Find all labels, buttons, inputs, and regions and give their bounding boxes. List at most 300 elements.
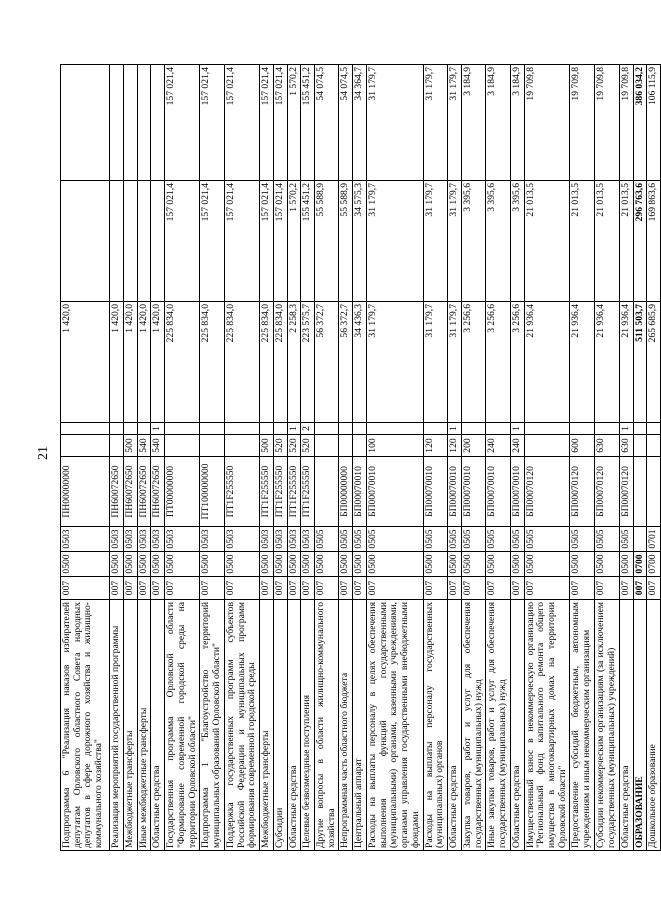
cell-amount-2021: 3 184,9 xyxy=(461,65,485,181)
table-row xyxy=(423,65,447,851)
cell-code xyxy=(224,423,259,435)
table-row xyxy=(366,65,423,851)
cell-amount-2020: 55 588,9 xyxy=(339,181,353,302)
cell-section: 0500 xyxy=(165,552,200,577)
cell-name: Областные средства xyxy=(151,600,165,851)
cell-amount-2020: 21 013,5 xyxy=(619,181,633,302)
cell-section: 0500 xyxy=(619,552,633,577)
cell-amount-2019: 31 179,7 xyxy=(423,302,447,423)
cell-admin: 007 xyxy=(353,577,367,600)
cell-section: 0500 xyxy=(287,552,301,577)
cell-amount-2021: 19 709,8 xyxy=(524,65,570,181)
cell-amount-2019: 223 575,7 xyxy=(301,302,315,423)
cell-amount-2020: 31 179,7 xyxy=(448,181,462,302)
cell-amount-2021: 31 179,7 xyxy=(448,65,462,181)
table-row xyxy=(165,65,200,851)
cell-section: 0500 xyxy=(124,552,138,577)
cell-amount-2019: 56 372,7 xyxy=(339,302,353,423)
cell-amount-2019: 34 436,3 xyxy=(353,302,367,423)
table-row xyxy=(273,65,287,851)
cell-name: Центральный аппарат xyxy=(353,600,367,851)
cell-amount-2020 xyxy=(61,181,110,302)
cell-amount-2020: 21 013,5 xyxy=(570,181,594,302)
cell-target: ПТ100000000 xyxy=(200,457,224,527)
table-row xyxy=(633,65,647,851)
cell-amount-2021: 386 034,2 xyxy=(633,65,647,181)
cell-target: БП00000000 xyxy=(339,457,353,527)
cell-amount-2019: 265 685,9 xyxy=(647,302,661,423)
cell-expense-type xyxy=(200,435,224,457)
cell-name: Областные средства xyxy=(287,600,301,851)
cell-name: Субсидии некоммерческим организациям (за исключением государственных (муниципальных) учреждений) xyxy=(594,600,619,851)
cell-amount-2021: 157 021,4 xyxy=(165,65,200,181)
cell-admin: 007 xyxy=(200,577,224,600)
cell-name: Имущественный взнос в некоммерческую организацию "Региональный фонд капитального ремонта общего имущества в многоквартирных домах на территории Орловской области" xyxy=(524,600,570,851)
cell-name: Предоставление субсидий бюджетным, автономным учреждениям и иным некоммерческим организациям xyxy=(570,600,594,851)
cell-admin: 007 xyxy=(273,577,287,600)
cell-name: ОБРАЗОВАНИЕ xyxy=(633,600,647,851)
cell-amount-2019: 21 936,4 xyxy=(524,302,570,423)
cell-amount-2021: 106 115,9 xyxy=(647,65,661,181)
cell-code: 1 xyxy=(287,423,301,435)
cell-amount-2021: 3 184,9 xyxy=(486,65,510,181)
cell-subsection: 0505 xyxy=(619,527,633,552)
budget-table xyxy=(60,64,661,851)
cell-admin: 007 xyxy=(619,577,633,600)
cell-amount-2020: 296 763,6 xyxy=(633,181,647,302)
cell-amount-2019: 1 420,0 xyxy=(137,302,151,423)
cell-amount-2021 xyxy=(110,65,124,181)
cell-expense-type: 120 xyxy=(448,435,462,457)
table-row xyxy=(594,65,619,851)
cell-admin: 007 xyxy=(287,577,301,600)
table-row xyxy=(110,65,124,851)
cell-section: 0500 xyxy=(510,552,524,577)
cell-code xyxy=(353,423,367,435)
cell-amount-2021: 54 074,5 xyxy=(339,65,353,181)
table-row xyxy=(524,65,570,851)
cell-section: 0700 xyxy=(633,552,647,577)
cell-amount-2021: 31 179,7 xyxy=(366,65,423,181)
cell-section: 0500 xyxy=(110,552,124,577)
cell-subsection: 0505 xyxy=(594,527,619,552)
cell-code xyxy=(486,423,510,435)
table-row xyxy=(301,65,315,851)
cell-subsection: 0503 xyxy=(224,527,259,552)
cell-expense-type xyxy=(165,435,200,457)
cell-name: Областные средства xyxy=(448,600,462,851)
cell-name: Другие вопросы в области жилищно-коммунального хозяйства xyxy=(315,600,339,851)
table-row xyxy=(461,65,485,851)
table-row xyxy=(287,65,301,851)
cell-code xyxy=(339,423,353,435)
cell-expense-type xyxy=(315,435,339,457)
cell-amount-2019: 21 936,4 xyxy=(619,302,633,423)
cell-amount-2019: 225 834,0 xyxy=(200,302,224,423)
cell-target: БП00070010 xyxy=(423,457,447,527)
cell-subsection: 0505 xyxy=(339,527,353,552)
cell-subsection xyxy=(633,527,647,552)
cell-target: ПТ1F255550 xyxy=(224,457,259,527)
cell-name: Межбюджетные трансферты xyxy=(260,600,274,851)
cell-amount-2019: 2 258,3 xyxy=(287,302,301,423)
cell-section: 0500 xyxy=(315,552,339,577)
cell-expense-type: 240 xyxy=(510,435,524,457)
table-row xyxy=(510,65,524,851)
cell-amount-2019: 3 256,6 xyxy=(486,302,510,423)
cell-subsection: 0503 xyxy=(61,527,110,552)
cell-target: БП00070120 xyxy=(570,457,594,527)
cell-admin: 007 xyxy=(510,577,524,600)
cell-code xyxy=(273,423,287,435)
cell-amount-2020: 3 395,6 xyxy=(486,181,510,302)
cell-admin: 007 xyxy=(61,577,110,600)
cell-amount-2020: 157 021,4 xyxy=(224,181,259,302)
cell-target: БП00070120 xyxy=(594,457,619,527)
cell-amount-2020: 157 021,4 xyxy=(273,181,287,302)
cell-amount-2019: 3 256,6 xyxy=(510,302,524,423)
table-body xyxy=(61,65,661,851)
cell-amount-2019: 1 420,0 xyxy=(151,302,165,423)
cell-section: 0500 xyxy=(339,552,353,577)
cell-subsection: 0505 xyxy=(366,527,423,552)
cell-amount-2021: 157 021,4 xyxy=(273,65,287,181)
cell-amount-2021: 31 179,7 xyxy=(423,65,447,181)
cell-amount-2019: 1 420,0 xyxy=(124,302,138,423)
cell-amount-2020: 21 013,5 xyxy=(594,181,619,302)
cell-name: Областные средства xyxy=(510,600,524,851)
cell-expense-type xyxy=(61,435,110,457)
cell-target xyxy=(633,457,647,527)
cell-amount-2020 xyxy=(151,181,165,302)
cell-amount-2019: 31 179,7 xyxy=(448,302,462,423)
cell-amount-2020: 155 451,2 xyxy=(301,181,315,302)
cell-amount-2020: 157 021,4 xyxy=(260,181,274,302)
cell-code xyxy=(524,423,570,435)
cell-target: ПТ1F255550 xyxy=(301,457,315,527)
cell-expense-type: 630 xyxy=(594,435,619,457)
cell-target xyxy=(315,457,339,527)
table-row xyxy=(61,65,110,851)
cell-section: 0500 xyxy=(486,552,510,577)
cell-expense-type xyxy=(524,435,570,457)
cell-admin: 007 xyxy=(366,577,423,600)
cell-expense-type: 630 xyxy=(619,435,633,457)
cell-code xyxy=(61,423,110,435)
cell-target: БП00070010 xyxy=(353,457,367,527)
cell-code: 1 xyxy=(510,423,524,435)
cell-code xyxy=(633,423,647,435)
cell-name: Иные закупки товаров, работ и услуг для обеспечения государственных (муниципальных) нужд xyxy=(486,600,510,851)
cell-expense-type: 520 xyxy=(301,435,315,457)
table-row xyxy=(619,65,633,851)
cell-amount-2020: 157 021,4 xyxy=(200,181,224,302)
cell-expense-type: 100 xyxy=(366,435,423,457)
cell-code xyxy=(461,423,485,435)
cell-admin: 007 xyxy=(165,577,200,600)
cell-amount-2020: 31 179,7 xyxy=(366,181,423,302)
cell-name: Иные межбюджетные трансферты xyxy=(137,600,151,851)
table-row xyxy=(315,65,339,851)
cell-code xyxy=(315,423,339,435)
cell-name: Непрограммная часть областного бюджета xyxy=(339,600,353,851)
cell-name: Дошкольное образование xyxy=(647,600,661,851)
cell-target: ПТ1F255550 xyxy=(260,457,274,527)
cell-expense-type: 600 xyxy=(570,435,594,457)
cell-amount-2021: 157 021,4 xyxy=(200,65,224,181)
cell-name: Областные средства xyxy=(619,600,633,851)
cell-code xyxy=(165,423,200,435)
cell-admin: 007 xyxy=(151,577,165,600)
cell-name: Закупка товаров, работ и услуг для обеспечения государственных (муниципальных) нужд xyxy=(461,600,485,851)
cell-section: 0500 xyxy=(301,552,315,577)
cell-admin: 007 xyxy=(110,577,124,600)
cell-subsection: 0503 xyxy=(200,527,224,552)
cell-name: Подпрограмма 1 "Благоустройство территорий муниципальных образований Орловской области" xyxy=(200,600,224,851)
table-row xyxy=(353,65,367,851)
cell-target: БП00070010 xyxy=(461,457,485,527)
cell-admin: 007 xyxy=(339,577,353,600)
cell-amount-2021 xyxy=(124,65,138,181)
cell-section: 0500 xyxy=(594,552,619,577)
cell-code xyxy=(110,423,124,435)
cell-expense-type: 200 xyxy=(461,435,485,457)
cell-expense-type xyxy=(633,435,647,457)
cell-name: Расходы на выплаты персоналу государственных (муниципальных) органов xyxy=(423,600,447,851)
cell-target: БП00070010 xyxy=(448,457,462,527)
cell-name: Государственная программа Орловской области "Формирование современной городской среды на территории Орловской области" xyxy=(165,600,200,851)
cell-expense-type: 240 xyxy=(486,435,510,457)
cell-expense-type: 520 xyxy=(273,435,287,457)
cell-target: ПН00000000 xyxy=(61,457,110,527)
cell-amount-2019: 225 834,0 xyxy=(224,302,259,423)
cell-section: 0500 xyxy=(570,552,594,577)
cell-section: 0500 xyxy=(260,552,274,577)
cell-amount-2019: 225 834,0 xyxy=(260,302,274,423)
table-row xyxy=(486,65,510,851)
cell-amount-2020: 169 863,6 xyxy=(647,181,661,302)
cell-amount-2021 xyxy=(151,65,165,181)
cell-code xyxy=(594,423,619,435)
cell-amount-2020: 31 179,7 xyxy=(423,181,447,302)
table-row xyxy=(448,65,462,851)
cell-target: ПН60072650 xyxy=(137,457,151,527)
cell-amount-2019: 31 179,7 xyxy=(366,302,423,423)
cell-amount-2020 xyxy=(124,181,138,302)
cell-code xyxy=(137,423,151,435)
table-row xyxy=(137,65,151,851)
cell-amount-2021: 155 451,2 xyxy=(301,65,315,181)
cell-admin: 007 xyxy=(137,577,151,600)
cell-target: БП00070120 xyxy=(619,457,633,527)
cell-amount-2021: 157 021,4 xyxy=(224,65,259,181)
cell-section: 0500 xyxy=(273,552,287,577)
cell-subsection: 0503 xyxy=(124,527,138,552)
cell-expense-type: 540 xyxy=(137,435,151,457)
table-row xyxy=(200,65,224,851)
cell-admin: 007 xyxy=(524,577,570,600)
cell-admin: 007 xyxy=(124,577,138,600)
cell-subsection: 0701 xyxy=(647,527,661,552)
cell-admin: 007 xyxy=(570,577,594,600)
cell-code: 1 xyxy=(448,423,462,435)
cell-code xyxy=(423,423,447,435)
cell-target: БП00070010 xyxy=(510,457,524,527)
cell-target: БП00070010 xyxy=(486,457,510,527)
cell-name: Межбюджетные трансферты xyxy=(124,600,138,851)
cell-subsection: 0503 xyxy=(273,527,287,552)
cell-target: ПН60072650 xyxy=(151,457,165,527)
cell-admin: 007 xyxy=(486,577,510,600)
cell-subsection: 0503 xyxy=(287,527,301,552)
cell-subsection: 0503 xyxy=(110,527,124,552)
cell-admin: 007 xyxy=(448,577,462,600)
cell-subsection: 0503 xyxy=(301,527,315,552)
cell-name: Субсидии xyxy=(273,600,287,851)
cell-amount-2020: 34 575,3 xyxy=(353,181,367,302)
cell-amount-2019: 225 834,0 xyxy=(165,302,200,423)
table-row xyxy=(647,65,661,851)
table-row xyxy=(151,65,165,851)
cell-amount-2020: 21 013,5 xyxy=(524,181,570,302)
cell-name: Подпрограмма 6 "Реализация наказов избирателей депутатам Орловского областного Совета народных депутатов в сфере дорожного хозяйства и жилищно-коммунального хозяйства" xyxy=(61,600,110,851)
cell-subsection: 0503 xyxy=(137,527,151,552)
cell-subsection: 0505 xyxy=(524,527,570,552)
cell-amount-2021: 19 709,8 xyxy=(594,65,619,181)
table-row xyxy=(339,65,353,851)
cell-admin: 007 xyxy=(647,577,661,600)
cell-subsection: 0505 xyxy=(315,527,339,552)
cell-expense-type: 500 xyxy=(124,435,138,457)
cell-target xyxy=(647,457,661,527)
cell-expense-type: 520 xyxy=(287,435,301,457)
cell-expense-type: 120 xyxy=(423,435,447,457)
cell-name: Поддержка государственных программ субъектов Российской Федерации и муниципальных программ формирования современной городской среды xyxy=(224,600,259,851)
cell-subsection: 0505 xyxy=(570,527,594,552)
table-row xyxy=(224,65,259,851)
cell-code: 1 xyxy=(151,423,165,435)
cell-name: Расходы на выплаты персоналу в целях обеспечения выполнения функций государственными (муниципальными) органами, казенными учреждениями, органами управления государственными внебюджетными фондами xyxy=(366,600,423,851)
cell-admin: 007 xyxy=(423,577,447,600)
cell-admin: 007 xyxy=(260,577,274,600)
cell-code xyxy=(200,423,224,435)
cell-target: ПТ1F255550 xyxy=(287,457,301,527)
cell-amount-2019: 1 420,0 xyxy=(110,302,124,423)
cell-admin: 007 xyxy=(461,577,485,600)
cell-subsection: 0503 xyxy=(151,527,165,552)
cell-section: 0500 xyxy=(448,552,462,577)
cell-code: 1 xyxy=(619,423,633,435)
cell-expense-type: 500 xyxy=(260,435,274,457)
cell-amount-2019: 21 936,4 xyxy=(594,302,619,423)
cell-amount-2019: 3 256,6 xyxy=(461,302,485,423)
cell-section: 0500 xyxy=(61,552,110,577)
table-row xyxy=(260,65,274,851)
page-number: 21 xyxy=(36,446,51,460)
cell-name: Реализация мероприятий государственной программы xyxy=(110,600,124,851)
cell-amount-2021: 34 364,7 xyxy=(353,65,367,181)
cell-expense-type xyxy=(110,435,124,457)
cell-admin: 007 xyxy=(633,577,647,600)
cell-amount-2019: 56 372,7 xyxy=(315,302,339,423)
cell-expense-type xyxy=(224,435,259,457)
cell-admin: 007 xyxy=(594,577,619,600)
cell-section: 0500 xyxy=(200,552,224,577)
cell-amount-2021: 3 184,9 xyxy=(510,65,524,181)
cell-amount-2020: 1 570,2 xyxy=(287,181,301,302)
cell-admin: 007 xyxy=(301,577,315,600)
cell-amount-2020 xyxy=(110,181,124,302)
cell-subsection: 0505 xyxy=(423,527,447,552)
cell-section: 0500 xyxy=(423,552,447,577)
cell-amount-2021: 157 021,4 xyxy=(260,65,274,181)
cell-section: 0500 xyxy=(151,552,165,577)
cell-amount-2021 xyxy=(61,65,110,181)
cell-amount-2020: 3 395,6 xyxy=(510,181,524,302)
cell-name: Целевые безвозмездные поступления xyxy=(301,600,315,851)
cell-target: ПН60072650 xyxy=(110,457,124,527)
cell-amount-2021 xyxy=(137,65,151,181)
cell-section: 0500 xyxy=(366,552,423,577)
cell-subsection: 0503 xyxy=(165,527,200,552)
cell-amount-2021: 19 709,8 xyxy=(570,65,594,181)
cell-expense-type xyxy=(353,435,367,457)
cell-code: 2 xyxy=(301,423,315,435)
cell-amount-2021: 54 074,5 xyxy=(315,65,339,181)
cell-amount-2019: 225 834,0 xyxy=(273,302,287,423)
cell-amount-2019: 1 420,0 xyxy=(61,302,110,423)
cell-amount-2020: 55 588,9 xyxy=(315,181,339,302)
cell-code xyxy=(366,423,423,435)
cell-section: 0500 xyxy=(224,552,259,577)
table-row xyxy=(570,65,594,851)
cell-code xyxy=(260,423,274,435)
cell-code xyxy=(124,423,138,435)
cell-admin: 007 xyxy=(224,577,259,600)
cell-target: ПН60072650 xyxy=(124,457,138,527)
cell-amount-2020: 3 395,6 xyxy=(461,181,485,302)
cell-admin: 007 xyxy=(315,577,339,600)
cell-subsection: 0503 xyxy=(260,527,274,552)
cell-target: ПТ00000000 xyxy=(165,457,200,527)
cell-amount-2020 xyxy=(137,181,151,302)
table-row xyxy=(124,65,138,851)
cell-expense-type xyxy=(339,435,353,457)
cell-subsection: 0505 xyxy=(461,527,485,552)
cell-code xyxy=(647,423,661,435)
cell-amount-2019: 21 936,4 xyxy=(570,302,594,423)
cell-target: БП00070010 xyxy=(366,457,423,527)
cell-section: 0700 xyxy=(647,552,661,577)
cell-subsection: 0505 xyxy=(353,527,367,552)
cell-section: 0500 xyxy=(461,552,485,577)
cell-expense-type xyxy=(647,435,661,457)
cell-subsection: 0505 xyxy=(448,527,462,552)
cell-target: БП00070120 xyxy=(524,457,570,527)
cell-expense-type: 540 xyxy=(151,435,165,457)
cell-target: ПТ1F255550 xyxy=(273,457,287,527)
cell-code xyxy=(570,423,594,435)
cell-amount-2019: 511 503,7 xyxy=(633,302,647,423)
rotated-page xyxy=(60,65,659,851)
cell-amount-2020: 157 021,4 xyxy=(165,181,200,302)
cell-subsection: 0505 xyxy=(510,527,524,552)
cell-amount-2021: 19 709,8 xyxy=(619,65,633,181)
cell-amount-2021: 1 570,2 xyxy=(287,65,301,181)
cell-section: 0500 xyxy=(353,552,367,577)
cell-section: 0500 xyxy=(137,552,151,577)
cell-section: 0500 xyxy=(524,552,570,577)
